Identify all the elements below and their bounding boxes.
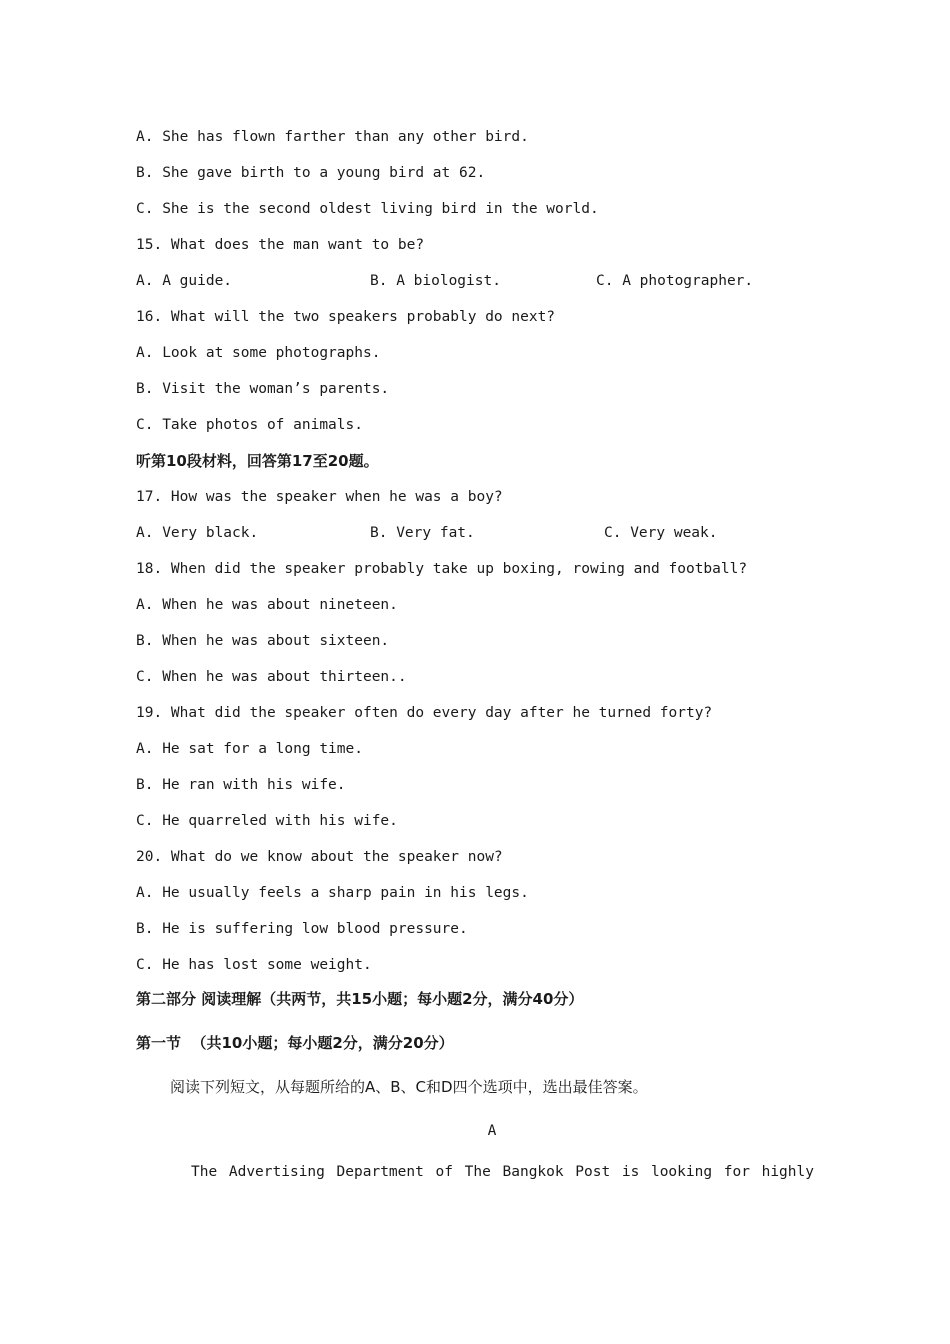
q16-option-a: A. Look at some photographs.: [136, 345, 381, 361]
passage-word: The: [191, 1164, 218, 1180]
q16-option-c: C. Take photos of animals.: [136, 417, 363, 433]
q18-option-a: A. When he was about nineteen.: [136, 597, 398, 613]
passage-word: looking: [650, 1164, 713, 1180]
q18-question: 18. When did the speaker probably take up boxing, rowing and football?: [136, 561, 748, 577]
q15-option-a: A. A guide.: [136, 273, 233, 289]
q15-question: 15. What does the man want to be?: [136, 237, 425, 253]
q14-option-a: A. She has flown farther than any other bird.: [136, 129, 529, 145]
q15-option-c: C. A photographer.: [596, 273, 754, 289]
q14-option-b: B. She gave birth to a young bird at 62.: [136, 165, 486, 181]
q16-question: 16. What will the two speakers probably do next?: [136, 309, 556, 325]
q20-option-c: C. He has lost some weight.: [136, 957, 372, 973]
instructions: 阅读下列短文，从每题所给的A、B、C和D四个选项中，选出最佳答案。: [170, 1078, 648, 1096]
q15-option-b: B. A biologist.: [370, 273, 501, 289]
q19-question: 19. What did the speaker often do every day after he turned forty?: [136, 705, 713, 721]
section10-heading: 听第10段材料，回答第17至20题。: [136, 452, 379, 470]
q17-question: 17. How was the speaker when he was a boy?: [136, 489, 503, 505]
passage-word: for: [723, 1164, 750, 1180]
q17-option-b: B. Very fat.: [370, 525, 475, 541]
q17-option-a: A. Very black.: [136, 525, 259, 541]
q20-option-a: A. He usually feels a sharp pain in his legs.: [136, 885, 529, 901]
passage-word: Bangkok: [502, 1164, 564, 1180]
q19-option-a: A. He sat for a long time.: [136, 741, 363, 757]
passage-first-line: [191, 1162, 814, 1182]
section1-heading: 第一节 （共10小题；每小题2分，满分20分）: [136, 1034, 454, 1052]
q19-option-c: C. He quarreled with his wife.: [136, 813, 398, 829]
passage-word: The: [464, 1164, 491, 1180]
passage-word: is: [621, 1164, 640, 1180]
q14-option-c: C. She is the second oldest living bird in the world.: [136, 201, 599, 217]
q18-option-c: C. When he was about thirteen..: [136, 669, 407, 685]
passage-word: Department: [336, 1164, 424, 1180]
part2-heading: 第二部分 阅读理解（共两节，共15小题；每小题2分，满分40分）: [136, 990, 584, 1008]
q19-option-b: B. He ran with his wife.: [136, 777, 346, 793]
passage-word: of: [435, 1164, 453, 1180]
q20-option-b: B. He is suffering low blood pressure.: [136, 921, 468, 937]
q17-option-c: C. Very weak.: [604, 525, 718, 541]
q16-option-b: B. Visit the woman’s parents.: [136, 381, 390, 397]
passage-word: highly: [761, 1164, 814, 1180]
passage-word: Post: [575, 1164, 611, 1180]
q20-question: 20. What do we know about the speaker now?: [136, 849, 503, 865]
q18-option-b: B. When he was about sixteen.: [136, 633, 390, 649]
passage-word: Advertising: [228, 1164, 325, 1180]
passage-label: A: [487, 1123, 497, 1139]
